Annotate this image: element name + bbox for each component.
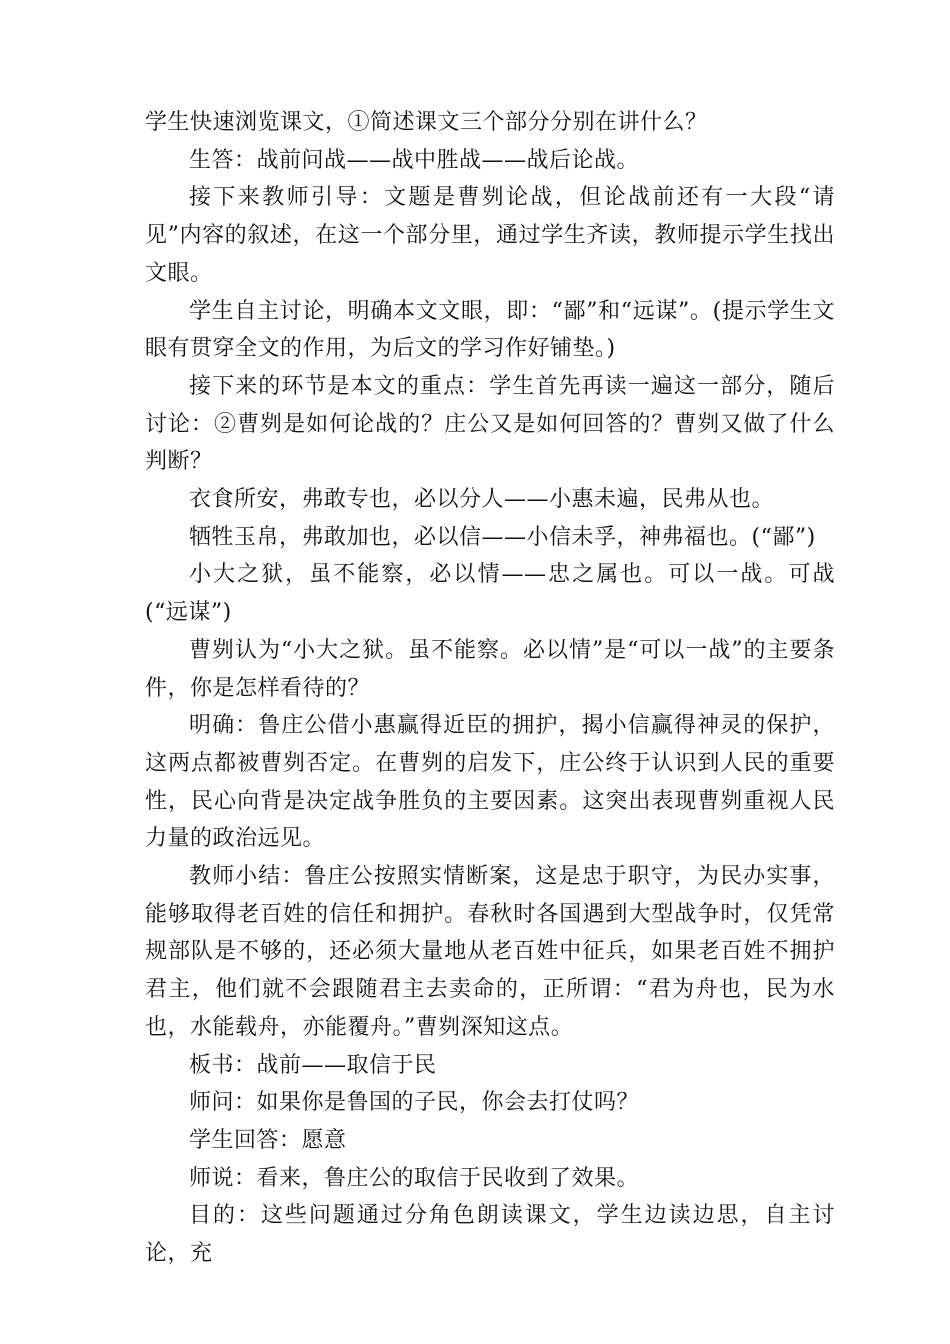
paragraph-intro-question: 学生快速浏览课文，①简述课文三个部分分别在讲什么？ <box>145 110 708 135</box>
paragraph-teacher-guide: 接下来教师引导：文题是曹刿论战，但论战前还有一大段“请见”内容的叙述，在这一个部分里，通过学生齐读，教师提示学生找出文眼。 <box>145 185 835 286</box>
paragraph-quote-1: 衣食所安，弗敢专也，必以分人——小惠未遍，民弗从也。 <box>189 487 775 513</box>
paragraph-key-point: 接下来的环节是本文的重点：学生首先再读一遍这一部分，随后讨论：②曹刿是如何论战的？庄公又是如何回答的？曹刿又做了什么判断？ <box>145 373 835 475</box>
paragraph-question: 曹刿认为“小大之狱。虽不能察。必以情”是“可以一战”的主要条件，你是怎样看待的？ <box>145 637 835 701</box>
paragraph-quote-3: 小大之狱，虽不能察，必以情——忠之属也。可以一战。可战(“远谋”) <box>145 562 835 626</box>
paragraph-quote-2: 牺牲玉帛，弗敢加也，必以信——小信未孚，神弗福也。(“鄙”) <box>189 524 816 550</box>
paragraph-teacher-question: 师问：如果你是鲁国的子民，你会去打仗吗？ <box>189 1090 640 1116</box>
paragraph-board-note: 板书：战前——取信于民 <box>189 1052 437 1078</box>
document-body <box>145 104 835 1273</box>
paragraph-text-eye: 学生自主讨论，明确本文文眼，即：“鄙”和“远谋”。(提示学生文眼有贯穿全文的作用，为后文的学习作好铺垫。) <box>145 298 835 362</box>
paragraph-summary: 教师小结：鲁庄公按照实情断案，这是忠于职守，为民办实事，能够取得老百姓的信任和拥护。春秋时各国遇到大型战争时，仅凭常规部队是不够的，还必须大量地从老百姓中征兵，如果老百姓不拥护君主，他们就不会跟随君主去卖命的，正所谓：“君为舟也，民为水也，水能载舟，亦能覆舟。”曹刿深知这点。 <box>145 864 835 1040</box>
paragraph-purpose: 目的：这些问题通过分角色朗读课文，学生边读边思，自主讨论，充 <box>145 1203 835 1267</box>
paragraph-student-answer: 生答：战前问战——战中胜战——战后论战。 <box>189 147 640 173</box>
paragraph-student-reply: 学生回答：愿意 <box>189 1127 347 1153</box>
paragraph-clarify: 明确：鲁庄公借小惠赢得近臣的拥护，揭小信赢得神灵的保护，这两点都被曹刿否定。在曹刿的启发下，庄公终于认识到人民的重要性，民心向背是决定战争胜负的主要因素。这突出表现曹刿重视人民力量的政治远见。 <box>145 713 835 852</box>
paragraph-teacher-remark: 师说：看来，鲁庄公的取信于民收到了效果。 <box>189 1165 640 1191</box>
